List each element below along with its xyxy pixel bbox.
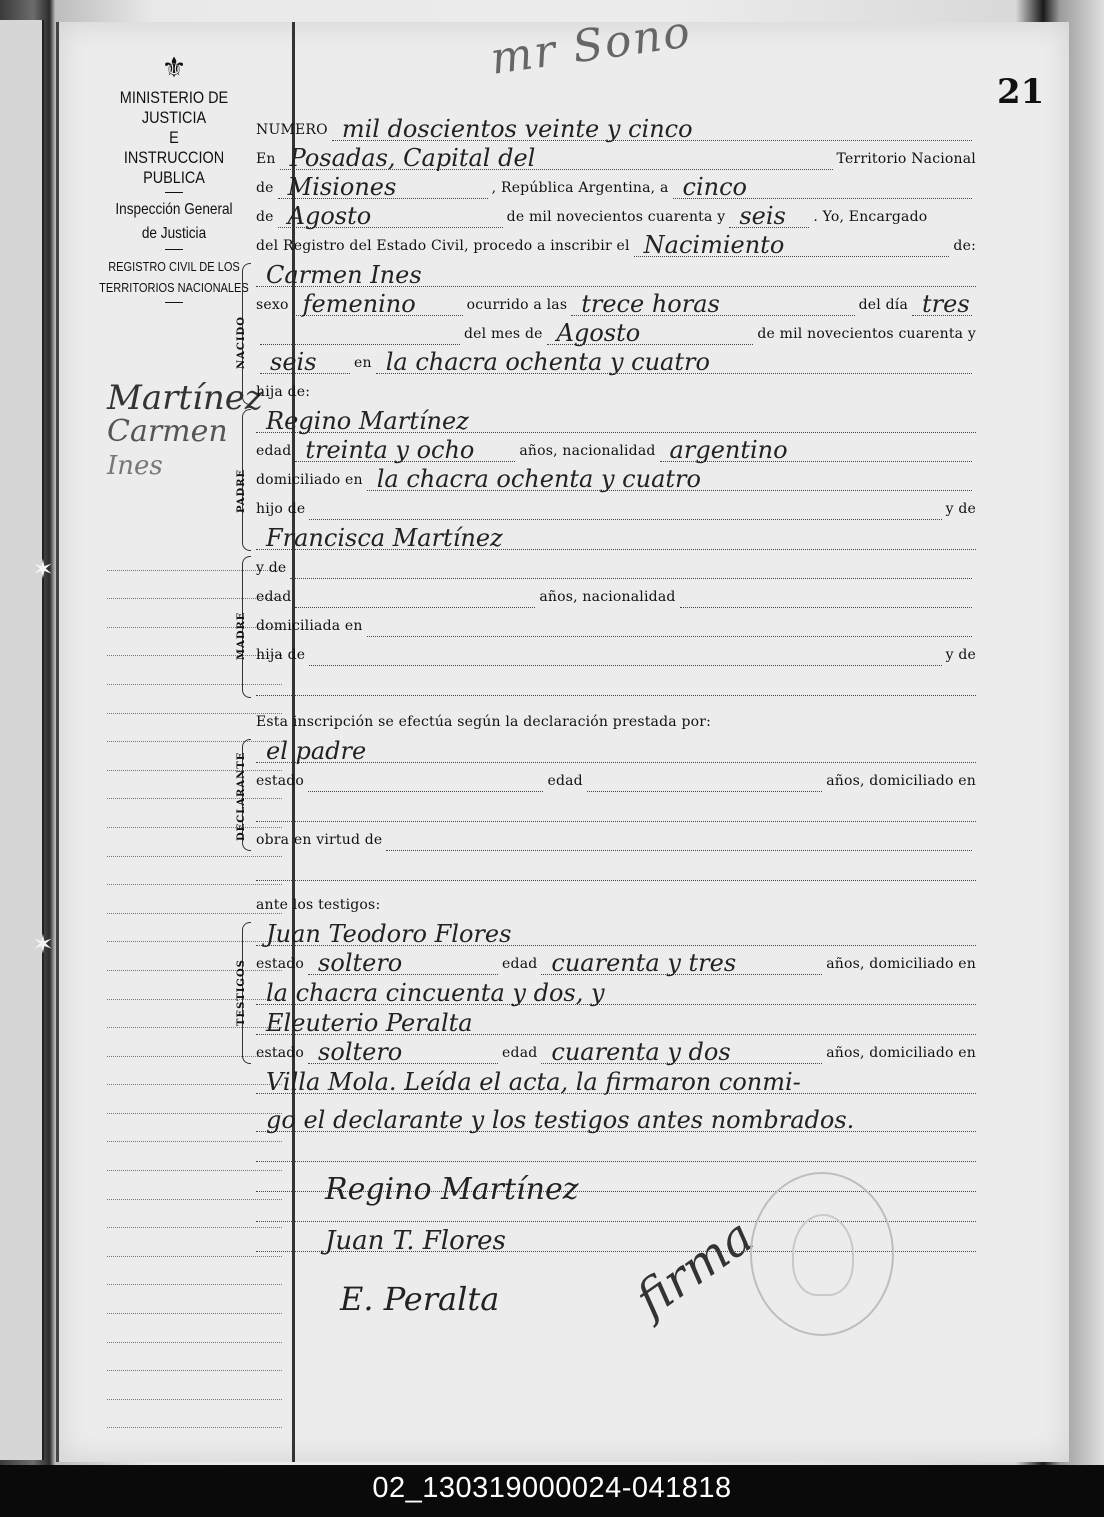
label: años, nacionalidad — [519, 443, 656, 459]
hw-year2: seis — [270, 348, 317, 376]
hw-father-domic: la chacra ochenta y cuatro — [376, 465, 701, 493]
ministry-header — [79, 52, 269, 307]
hw-father: Regino Martínez — [266, 407, 469, 435]
label: de mil novecientos cuarenta y — [506, 209, 726, 225]
label: años, nacionalidad — [539, 589, 676, 605]
label: En — [256, 151, 276, 167]
section-padre — [236, 403, 976, 552]
section-madre — [236, 550, 976, 696]
hw-day: cinco — [682, 173, 747, 201]
label: en — [354, 355, 372, 371]
margin-given: Carmen — [107, 414, 228, 449]
hw-act: Nacimiento — [643, 231, 785, 259]
previous-page-edge — [0, 20, 44, 1460]
hw-father-age: treinta y ocho — [305, 436, 475, 464]
side-label: TESTIGOS — [236, 959, 247, 1026]
label: de — [256, 209, 274, 225]
section-declarante — [236, 733, 977, 881]
side-label: MADRE — [236, 611, 247, 660]
hw-w2-domic: Villa Mola. Leída el acta, la firmaron conmi- — [266, 1068, 801, 1096]
label: Territorio Nacional — [836, 151, 976, 167]
hw-w1-age: cuarenta y tres — [551, 949, 737, 977]
label: ocurrido a las — [466, 297, 568, 313]
top-annotation: mr Sono — [487, 6, 695, 85]
margin-given: Ines — [107, 451, 163, 481]
label: NUMERO — [256, 122, 328, 138]
hw-closing: go el declarante y los testigos antes nombrados. — [266, 1106, 855, 1134]
ministry-line: MINISTERIO DE JUSTICIA — [119, 88, 229, 127]
hw-sex: femenino — [302, 290, 416, 318]
side-label: NACIDO — [236, 316, 247, 369]
label: estado — [256, 1045, 305, 1061]
label: edad — [502, 956, 538, 972]
margin-ruled-line — [107, 1285, 282, 1314]
hw-w2-age: cuarenta y dos — [551, 1038, 731, 1066]
label: hija de: — [256, 384, 311, 400]
label: , República Argentina, a — [491, 180, 669, 196]
margin-ruled-line — [107, 1257, 282, 1286]
label: del Registro del Estado Civil, procedo a inscribir el — [256, 238, 630, 254]
registry-line: TERRITORIOS NACIONALES — [99, 280, 249, 295]
signature-father: Regino Martínez — [325, 1172, 579, 1207]
label: de: — [953, 238, 976, 254]
label: edad — [256, 589, 292, 605]
label: y de — [256, 560, 287, 576]
birth-record-form — [236, 112, 977, 1252]
label: de mil novecientos cuarenta y — [757, 326, 976, 342]
margin-surname: Martínez — [107, 378, 263, 418]
inspection-line: Inspección General — [115, 201, 233, 218]
label: . Yo, Encargado — [813, 209, 928, 225]
side-label: PADRE — [236, 468, 247, 513]
side-label: DECLARANTE — [236, 751, 247, 841]
page-number: 21 — [997, 72, 1045, 112]
label: años, domiciliado en — [826, 773, 977, 789]
label: hijo de — [256, 501, 306, 517]
hw-w1-domic: la chacra cincuenta y dos, y — [266, 979, 605, 1007]
label: Esta inscripción se efectúa según la declaración prestada por: — [256, 714, 712, 730]
label: estado — [256, 773, 305, 789]
section-nacido — [236, 257, 976, 403]
label: obra en virtud de — [256, 832, 383, 848]
label: y de — [945, 647, 976, 663]
label: del día — [858, 297, 908, 313]
hw-city: Posadas, Capital del — [289, 144, 536, 172]
binding-pin-icon: ✶ — [32, 930, 54, 960]
margin-ruled-line — [107, 1400, 282, 1429]
section-testigos — [236, 916, 976, 1066]
signature-witness1: Juan T. Flores — [325, 1226, 506, 1256]
official-stamp — [750, 1172, 894, 1336]
hw-numero: mil doscientos veinte y cinco — [341, 115, 693, 143]
margin-ruled-line — [107, 1314, 282, 1343]
hw-territory: Misiones — [287, 173, 397, 201]
label: de — [256, 180, 274, 196]
binding-pin-icon: ✶ — [32, 555, 54, 585]
label: años, domiciliado en — [826, 1045, 976, 1061]
label: domiciliada en — [256, 618, 363, 634]
coat-of-arms-icon: ⚜ — [161, 52, 187, 83]
label: domiciliado en — [256, 472, 363, 488]
label: edad — [256, 443, 292, 459]
label: y de — [945, 501, 976, 517]
hw-place: la chacra ochenta y cuatro — [385, 348, 710, 376]
margin-ruled-line — [107, 1371, 282, 1400]
hw-year: seis — [739, 202, 786, 230]
hw-witness2: Eleuterio Peralta — [266, 1009, 473, 1037]
label: años, domiciliado en — [826, 956, 976, 972]
inspection-line: de Justicia — [141, 225, 207, 242]
label: edad — [547, 773, 583, 789]
hw-grandmother: Francisca Martínez — [266, 524, 503, 552]
hw-declarant: el padre — [266, 737, 367, 765]
label: hija de — [256, 647, 306, 663]
hw-day2: tres — [922, 290, 970, 318]
image-caption: 02_130319000024-041818 — [372, 1472, 732, 1504]
label: ante los testigos: — [256, 897, 381, 913]
hw-w2-state: soltero — [318, 1038, 403, 1066]
label: del mes de — [464, 326, 543, 342]
hw-month2: Agosto — [556, 319, 641, 347]
label: sexo — [256, 297, 289, 313]
hw-hour: trece horas — [581, 290, 720, 318]
hw-father-nat: argentino — [669, 436, 788, 464]
ministry-line: INSTRUCCION PUBLICA — [123, 148, 225, 187]
label: edad — [502, 1045, 538, 1061]
hw-child-name: Carmen Ines — [266, 261, 422, 289]
label: estado — [256, 956, 305, 972]
hw-month: Agosto — [287, 202, 372, 230]
margin-ruled-line — [107, 1343, 282, 1372]
ministry-line: E — [169, 128, 179, 147]
hw-witness1: Juan Teodoro Flores — [266, 920, 512, 948]
signature-registrar: firma — [625, 1208, 764, 1328]
registry-line: REGISTRO CIVIL DE LOS — [108, 259, 240, 274]
signature-witness2: E. Peralta — [340, 1280, 500, 1318]
hw-w1-state: soltero — [318, 949, 403, 977]
